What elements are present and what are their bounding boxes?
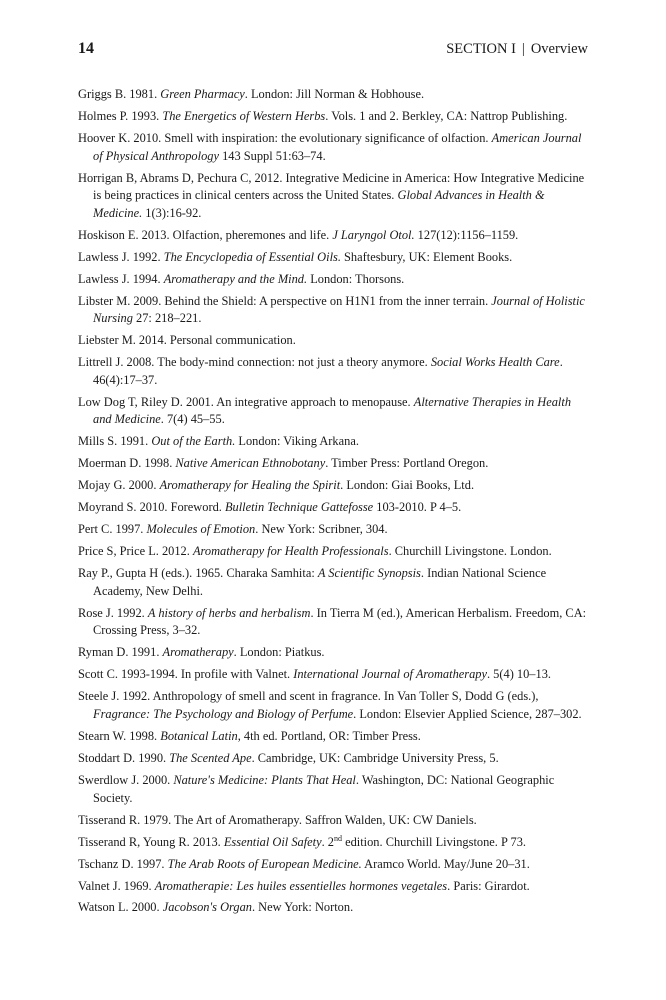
reference-text: Stoddart D. 1990. (78, 750, 170, 765)
reference-italic-text: Aromatherapy for Health Professionals (192, 544, 389, 559)
reference-text: London: Viking Arkana. (235, 434, 359, 449)
reference-entry (78, 477, 589, 495)
reference-text: . London: Jill Norman & Hobhouse. (244, 87, 425, 101)
reference-italic-text: Aromatherapy (162, 645, 234, 660)
reference-text: 1(3):16-92. (142, 205, 202, 220)
reference-text: . Churchill Livingstone. London. (388, 544, 552, 559)
reference-italic-text: Alternative Therapies in Health and Medicine (93, 394, 572, 427)
reference-text: Littrell J. 2008. The body-mind connection: not just a theory anymore. (78, 355, 431, 370)
reference-text: Low Dog T, Riley D. 2001. An integrative approach to menopause. (78, 394, 414, 409)
reference-italic-text: Jacobson's Organ (162, 900, 252, 915)
reference-italic-text: The Arab Roots of European Medicine. (167, 856, 362, 871)
reference-entry (78, 644, 589, 662)
reference-entry (78, 332, 589, 350)
reference-text: nd (333, 833, 342, 843)
reference-italic-text: Journal of Holistic Nursing (93, 293, 585, 326)
reference-list (78, 86, 589, 921)
reference-text: Holmes P. 1993. (78, 108, 163, 123)
reference-italic-text: Aromatherapy for Healing the Spirit (159, 478, 341, 493)
reference-text: Steele J. 1992. Anthropology of smell and scent in fragrance. In Van Toller S, Dodd G (eds.), (78, 689, 539, 704)
reference-entry (78, 394, 589, 429)
reference-text: . Cambridge, UK: Cambridge University Press, 5. (251, 750, 499, 765)
reference-entry (78, 688, 589, 723)
reference-entry (78, 86, 589, 104)
reference-text: . 5(4) 10–13. (486, 667, 551, 682)
reference-entry (78, 293, 589, 328)
reference-italic-text: Fragrance: The Psychology and Biology of Perfume (93, 707, 354, 722)
reference-italic-text: Aromatherapy and the Mind. (163, 271, 308, 286)
reference-italic-text: Global Advances in Health & Medicine. (93, 188, 545, 220)
header-separator: | (521, 41, 525, 57)
reference-text: . Paris: Girardot. (447, 878, 530, 893)
reference-text: Tschanz D. 1997. (78, 856, 168, 871)
reference-italic-text: Bulletin Technique Gattefosse (224, 500, 374, 515)
reference-text: . New York: Scribner, 304. (255, 522, 388, 537)
reference-italic-text: American Journal of Physical Anthropology (93, 130, 582, 163)
reference-text: Tisserand R. 1979. The Art of Aromatherapy. Saffron Walden, UK: CW Daniels. (78, 812, 477, 827)
reference-text: . In Tierra M (ed.), American Herbalism. Freedom, CA: Crossing Press, 3–32. (93, 605, 587, 638)
reference-entry (78, 856, 589, 874)
reference-italic-text: The Encyclopedia of Essential Oils. (163, 249, 341, 264)
reference-entry (78, 812, 589, 830)
reference-italic-text: Botanical Latin (160, 729, 238, 743)
reference-text: Lawless J. 1994. (78, 271, 164, 286)
reference-entry (78, 565, 589, 600)
reference-text: . 46(4):17–37. (93, 355, 563, 387)
reference-entry (78, 271, 589, 289)
reference-entry (78, 666, 589, 684)
reference-text: . London: Piatkus. (233, 645, 325, 660)
reference-italic-text: Social Works Health Care (430, 355, 560, 370)
reference-text: Moerman D. 1998. (78, 456, 176, 471)
reference-entry (78, 249, 589, 267)
reference-text: Price S, Price L. 2012. (78, 544, 193, 559)
page-number: 14 (78, 40, 94, 57)
reference-text: . New York: Norton. (251, 900, 354, 915)
reference-italic-text: Native American Ethnobotany (175, 456, 326, 471)
reference-entry (78, 108, 589, 126)
reference-text: Tisserand R, Young R. 2013. (78, 834, 224, 849)
reference-text: . Washington, DC: National Geographic Society. (93, 772, 555, 805)
reference-text: Mojay G. 2000. (78, 478, 160, 493)
reference-entry (78, 521, 589, 539)
reference-italic-text: Out of the Earth. (151, 434, 236, 449)
reference-text: edition. Churchill Livingstone. P 73. (341, 834, 526, 849)
reference-text: Mills S. 1991. (78, 434, 152, 449)
reference-text: Griggs B. 1981. (78, 87, 161, 101)
reference-text: Lawless J. 1992. (78, 249, 164, 264)
reference-text: . London: Giai Books, Ltd. (340, 478, 475, 493)
reference-entry (78, 543, 589, 561)
reference-text: Horrigan B, Abrams D, Pechura C, 2012. Integrative Medicine in America: How Integrative Medicine is being practices in clinical centers across the United States. (78, 170, 585, 203)
reference-text: . Vols. 1 and 2. Berkley, CA: Nattrop Publishing. (325, 108, 568, 123)
reference-italic-text: Aromatherapie: Les huiles essentielles hormones vegetales (154, 878, 448, 893)
reference-text: Hoover K. 2010. Smell with inspiration: the evolutionary significance of olfaction. (78, 130, 492, 145)
reference-text: Pert C. 1997. (78, 522, 147, 537)
reference-text: . London: Elsevier Applied Science, 287–302. (353, 707, 582, 722)
reference-text: Swerdlow J. 2000. (78, 772, 174, 787)
reference-text: Shaftesbury, UK: Element Books. (340, 249, 513, 264)
reference-entry (78, 772, 589, 807)
reference-italic-text: A Scientific Synopsis (317, 566, 421, 581)
reference-italic-text: International Journal of Aromatherapy (293, 667, 487, 682)
reference-entry (78, 499, 589, 517)
reference-entry (78, 354, 589, 389)
reference-text: Liebster M. 2014. Personal communication. (78, 333, 296, 348)
reference-entry (78, 728, 589, 746)
reference-entry (78, 227, 589, 245)
reference-italic-text: The Energetics of Western Herbs (162, 108, 326, 123)
reference-text: . 2 (321, 834, 334, 849)
reference-text: Valnet J. 1969. (78, 878, 155, 893)
reference-text: . Indian National Science Academy, New Delhi. (93, 566, 547, 598)
reference-text: London: Thorsons. (307, 271, 405, 286)
reference-italic-text: Essential Oil Safety (223, 834, 322, 849)
reference-italic-text: A history of herbs and herbalism (147, 605, 311, 620)
reference-text: . Timber Press: Portland Oregon. (325, 456, 489, 471)
reference-italic-text: Nature's Medicine: Plants That Heal (173, 772, 356, 787)
reference-text: Ray P., Gupta H (eds.). 1965. Charaka Samhita: (78, 566, 318, 581)
reference-entry (78, 750, 589, 768)
reference-text: Watson L. 2000. (78, 900, 163, 915)
reference-italic-text: J Laryngol Otol. (332, 227, 415, 242)
reference-entry (78, 899, 589, 917)
reference-entry (78, 455, 589, 473)
reference-entry (78, 130, 589, 165)
reference-text: 103-2010. P 4–5. (373, 500, 462, 515)
reference-text: Rose J. 1992. (78, 605, 148, 620)
reference-italic-text: The Scented Ape (169, 750, 252, 765)
reference-text: Hoskison E. 2013. Olfaction, pheremones and life. (78, 227, 333, 242)
reference-entry (78, 878, 589, 896)
reference-text: Ryman D. 1991. (78, 645, 163, 660)
reference-text: Libster M. 2009. Behind the Shield: A perspective on H1N1 from the inner terrain. (78, 293, 492, 308)
reference-italic-text: Green Pharmacy (160, 87, 245, 101)
section-title: Overview (530, 41, 588, 57)
running-head (446, 41, 588, 58)
reference-text: , 4th ed. Portland, OR: Timber Press. (237, 729, 421, 743)
reference-entry (78, 834, 589, 852)
reference-text: Scott C. 1993-1994. In profile with Valnet. (78, 667, 294, 682)
reference-text: 27: 218–221. (132, 311, 202, 326)
reference-entry (78, 170, 589, 223)
reference-entry (78, 605, 589, 640)
reference-text: . 7(4) 45–55. (160, 412, 225, 427)
reference-entry (78, 433, 589, 451)
section-label: SECTION I (446, 41, 516, 57)
reference-text: Aramco World. May/June 20–31. (361, 856, 530, 871)
reference-italic-text: Molecules of Emotion (146, 522, 256, 537)
reference-text: Stearn W. 1998. (78, 729, 161, 743)
reference-text: 127(12):1156–1159. (414, 227, 519, 242)
reference-text: 143 Suppl 51:63–74. (218, 148, 326, 163)
reference-text: Moyrand S. 2010. Foreword. (78, 500, 225, 515)
